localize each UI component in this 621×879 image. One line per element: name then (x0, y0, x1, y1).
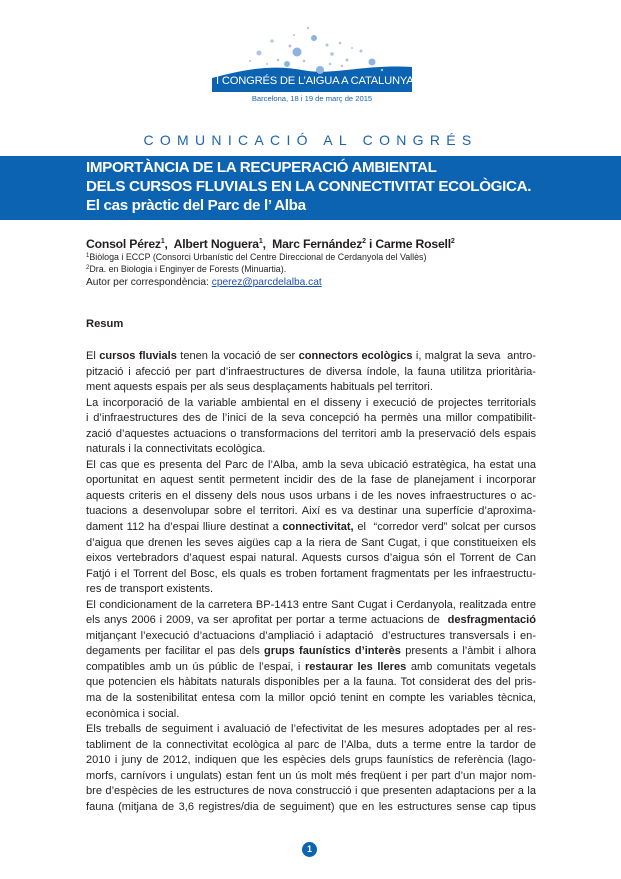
text-run: econòmica i social. (86, 707, 180, 720)
abstract-line (86, 380, 536, 396)
affiliation-mark: 2 (86, 265, 90, 271)
text-run: res de transport existents. (86, 583, 214, 596)
author-separator: i (365, 237, 376, 251)
text-run: d’aigua que drenen les seves aigües cap a la riera de Sant Cugat, i que constitueixen els (86, 536, 536, 549)
affiliation-text: Dra. en Biologia i Enginyer de Forests (Minuartia). (89, 264, 287, 274)
text-run: pització i afecció per part d’infraestructures de diversa índole, la fauna utilitza prioritària- (86, 365, 536, 378)
abstract-line (86, 365, 536, 381)
abstract-line (86, 504, 536, 520)
abstract-line (86, 660, 536, 676)
author-affiliation-mark: 1 (160, 238, 165, 245)
abstract-line (86, 582, 536, 598)
text-run: tuacions a desenvolupar sobre el territori. Així es va destinar una superfície d’aproxima- (86, 505, 536, 518)
text-run: ma de la sostenibilitat entesa com la millor opció tenint en compte les variables tècnica, (86, 692, 536, 705)
correspondence-label: Autor per correspondència: (86, 277, 212, 288)
abstract-line (86, 644, 536, 660)
bold-keyword: restaurar les lleres (304, 660, 407, 673)
text-run: aquests criteris en el disseny dels nous usos urbans i de les noves infraestructures o ac- (86, 489, 536, 502)
author-separator: , (164, 237, 174, 251)
abstract-line (86, 567, 536, 583)
text-run: i d’infraestructures des de l’inici de la seva concepció ha permès una millor compatibilit- (86, 412, 536, 425)
author-separator: , (262, 237, 273, 251)
affiliation-text: Biòloga i ECCP (Consorci Urbanístic del Centre Direccional de Cerdanyola del Vallès) (89, 252, 427, 262)
text-run: tabliment de la connectivitat ecològica al parc de l’Alba, duts a terme entre la tardor de (86, 738, 536, 751)
author-affiliation-mark: 2 (362, 238, 366, 245)
congress-logo (212, 20, 412, 110)
abstract-line (86, 473, 536, 489)
text-run: bre d’espècies de les estructures de nova construcció i que presenten adaptacions per a la (86, 785, 536, 798)
text-run: mitjançant l’execució d’actuacions d’ampliació i adaptació d’estructures transversals i en- (86, 629, 536, 642)
abstract-line (86, 442, 536, 458)
abstract-line (86, 769, 536, 785)
text-run: fauna (mitjana de 3,6 registres/dia de seguiment) que en les estructures sense cap tipus (86, 800, 536, 813)
text-run: els anys 2006 i 2009, va ser aprofitat per portar a terme actuacions de (86, 614, 448, 627)
text-run: oportunitat en aquest sentit permetent incidir des de la fase de planejament i incorporar (86, 474, 536, 487)
text-run: que potencien els hàbitats naturals disponibles per a la fauna. Tot considerat des del pris- (86, 676, 536, 689)
affiliation-1 (86, 252, 426, 262)
text-run: zació d’aquestes actuacions o transformacions del territori amb la preservació dels espais (86, 427, 536, 440)
author-name: Albert Noguera (173, 237, 259, 251)
abstract-line (86, 613, 536, 629)
abstract-line (86, 691, 536, 707)
author-affiliation-mark: 2 (450, 238, 455, 245)
abstract-line (86, 536, 536, 552)
abstract-line (86, 800, 536, 816)
title-band (0, 156, 621, 220)
abstract-line (86, 707, 536, 723)
text-run: El (86, 350, 100, 362)
text-run: presents a l’àmbit i alhora (400, 645, 536, 658)
abstract-line (86, 458, 536, 474)
abstract-body (86, 349, 536, 815)
congress-date-place: Barcelona, 18 i 19 de març de 2015 (251, 94, 373, 103)
title-line-2: DELS CURSOS FLUVIALS EN LA CONNECTIVITAT ECOLÒGICA. (86, 178, 532, 195)
bold-keyword: connectors ecològics (298, 350, 413, 362)
text-run: 2010 i juny de 2012, indiquen que les espècies dels grups faunístics de referència (lago- (86, 754, 536, 767)
abstract-line (86, 489, 536, 505)
affiliation-mark: 1 (86, 253, 90, 259)
text-run: eixos vertebradors d’aquest espai natural. Aquests cursos d’aigua són el Torrent de Can (86, 552, 536, 565)
text-run: ment aquests espais per als seus desplaçaments habituals pel territori. (86, 381, 433, 394)
text-run: morfs, carnívors i ungulats) estan fent un ús molt més freqüent i per part d’un major nom- (86, 769, 536, 782)
bold-keyword: connectivitat, (282, 521, 354, 534)
text-run: compatibles amb un ús públic de l’espai, i (86, 660, 305, 673)
text-run: Els treballs de seguiment i avaluació de l’efectivitat de les mesures adoptades per al res- (86, 723, 536, 736)
abstract-line (86, 396, 536, 412)
text-run: amb comunitats vegetals (406, 660, 537, 673)
correspondence (86, 277, 322, 288)
text-run: naturals i la connectivitats ecològica. (86, 443, 266, 456)
abstract-line (86, 598, 536, 614)
abstract-line (86, 675, 536, 691)
congress-name: I CONGRÉS DE L’AIGUA A CATALUNYA (216, 75, 414, 87)
correspondence-email-link[interactable]: cperez@parcdelalba.cat (211, 277, 322, 288)
abstract-line (86, 349, 536, 365)
author-affiliation-mark: 1 (258, 238, 263, 245)
bold-keyword: grups faunístics d’interès (264, 645, 401, 658)
text-run: el “corredor verd” solcat per cursos (353, 521, 536, 534)
section-label: COMUNICACIÓ AL CONGRÉS (143, 132, 478, 148)
text-run: La incorporació de la variable ambiental en el disseny i execució de projectes territorials (86, 396, 536, 409)
abstract-line (86, 784, 536, 800)
text-run: El cas que es presenta del Parc de l’Alba, amb la seva ubicació estratègica, ha estat una (86, 458, 536, 471)
text-run: Fatjó i el Torrent del Bosc, els quals es troben fortament fragmentats per les infraestructu- (86, 567, 536, 580)
author-name: Carme Rosell (375, 237, 451, 251)
page-number-badge: 1 (302, 842, 317, 857)
abstract-line (86, 551, 536, 567)
bold-keyword: desfragmentació (447, 614, 536, 627)
affiliation-2 (86, 264, 286, 274)
author-name: Marc Fernández (272, 237, 363, 251)
text-run: degaments per facilitar el pas dels (86, 645, 265, 658)
title-line-1: IMPORTÀNCIA DE LA RECUPERACIÓ AMBIENTAL (86, 159, 437, 176)
abstract-line (86, 738, 536, 754)
abstract-line (86, 520, 536, 536)
abstract-line (86, 753, 536, 769)
abstract-line (86, 722, 536, 738)
abstract-line (86, 411, 536, 427)
text-run: El condicionament de la carretera BP-1413 entre Sant Cugat i Cerdanyola, realitzada entre (86, 598, 536, 611)
author-list (86, 237, 455, 251)
abstract-heading: Resum (86, 318, 124, 330)
bold-keyword: cursos fluvials (99, 350, 177, 362)
abstract-line (86, 427, 536, 443)
text-run: dament 112 ha d’espai lliure destinat a (86, 521, 283, 534)
author-name: Consol Pérez (86, 237, 161, 251)
abstract-line (86, 629, 536, 645)
title-line-3: El cas pràctic del Parc de l’ Alba (86, 197, 306, 214)
text-run: i, malgrat la seva antro- (412, 350, 536, 362)
text-run: tenen la vocació de ser (176, 350, 299, 362)
